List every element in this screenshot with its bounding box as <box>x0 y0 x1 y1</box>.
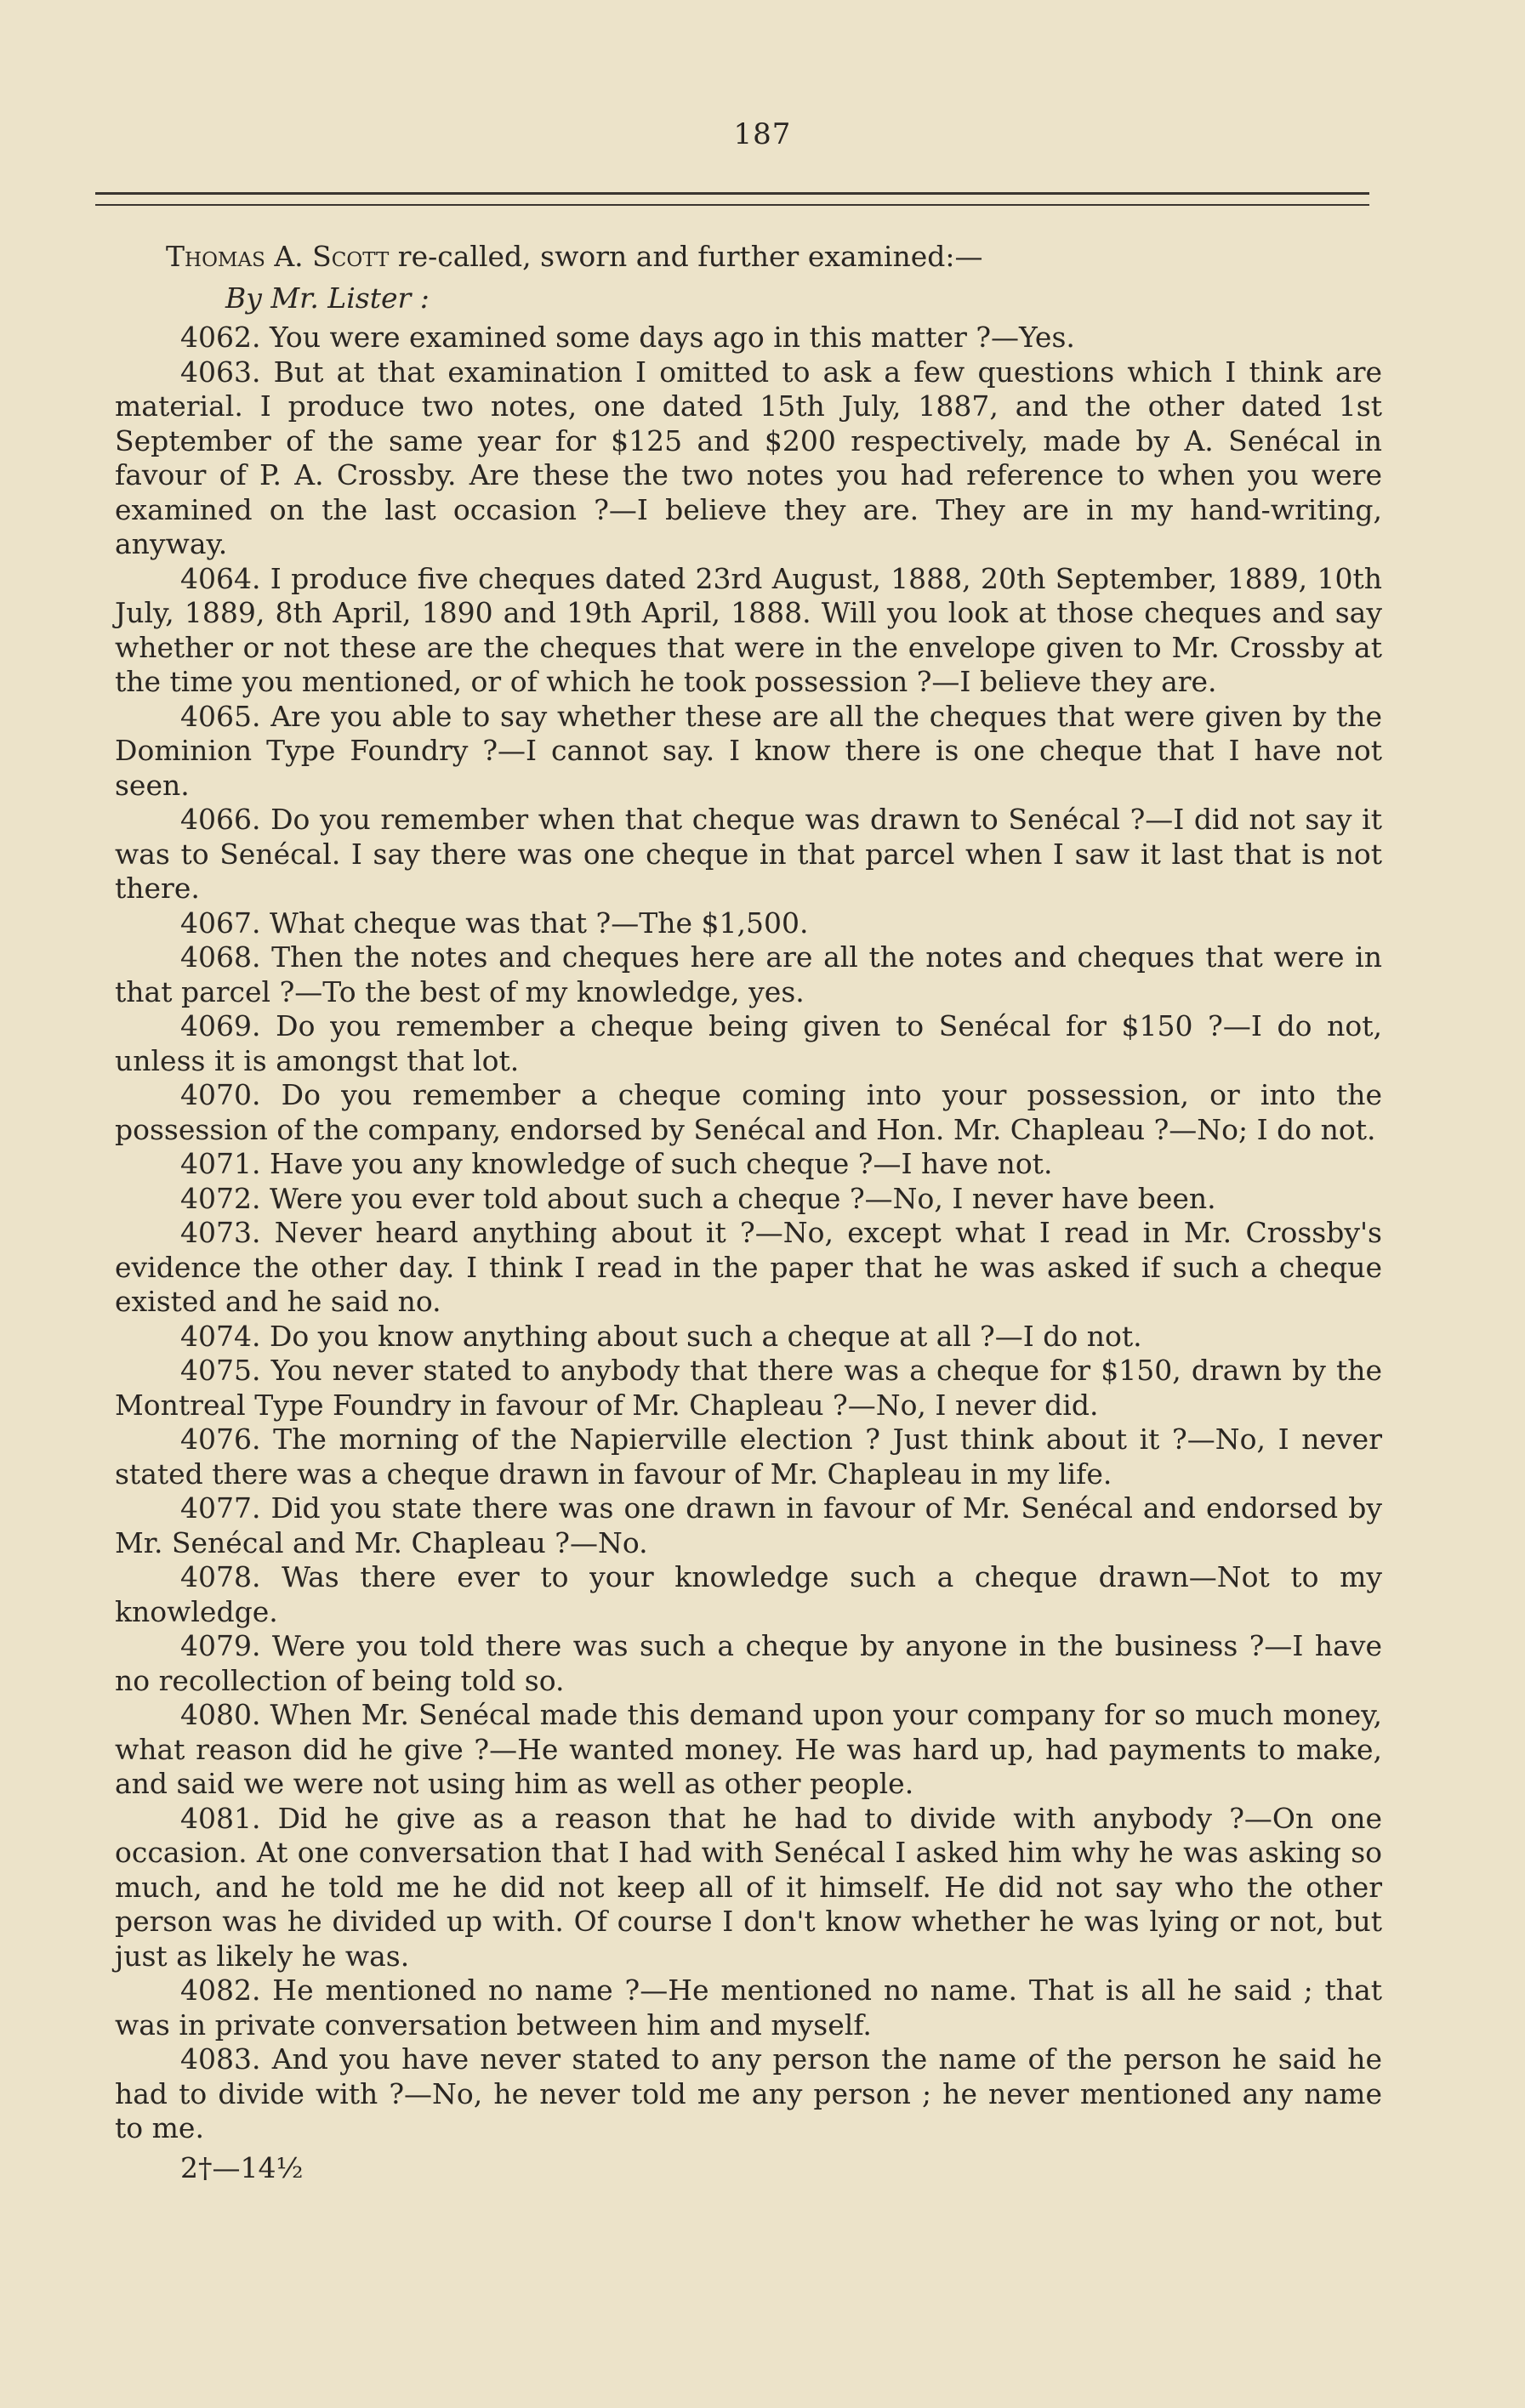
testimony-paragraph: 4064. I produce five cheques dated 23rd August, 1888, 20th September, 1889, 10th July, 1889, 8th April, 1890 and 19th April, 1888. Will you look at those cheques and say whether or not these are the cheques that were in the envelope given to Mr. Crossby at the time you mentioned, or of which he took possession ?—I believe they are. <box>115 561 1382 698</box>
witness-heading-text: re-called, sworn and further examined:— <box>389 240 983 273</box>
testimony-body <box>115 240 1382 2185</box>
testimony-paragraph: 4073. Never heard anything about it ?—No, except what I read in Mr. Crossby's evidence the other day. I think I read in the paper that he was asked if such a cheque existed and he said no. <box>115 1216 1382 1318</box>
testimony-paragraph: 4068. Then the notes and cheques here are all the notes and cheques that were in that parcel ?—To the best of my knowledge, yes. <box>115 940 1382 1008</box>
page-number: 187 <box>733 117 792 151</box>
testimony-paragraph: 4077. Did you state there was one drawn in favour of Mr. Senécal and endorsed by Mr. Senécal and Mr. Chapleau ?—No. <box>115 1491 1382 1559</box>
testimony-paragraph: 4080. When Mr. Senécal made this demand upon your company for so much money, what reason did he give ?—He wanted money. He was hard up, had payments to make, and said we were not using him as well as other people. <box>115 1698 1382 1800</box>
testimony-paragraph: 4071. Have you any knowledge of such cheque ?—I have not. <box>180 1147 1053 1180</box>
testimony-paragraph: 4076. The morning of the Napierville election ? Just think about it ?—No, I never stated there was a cheque drawn in favour of Mr. Chapleau in my life. <box>115 1423 1382 1491</box>
testimony-paragraph: 4078. Was there ever to your knowledge such a cheque drawn—Not to my knowledge. <box>115 1560 1382 1628</box>
testimony-paragraph: 4072. Were you ever told about such a cheque ?—No, I never have been. <box>180 1181 1216 1215</box>
testimony-paragraph: 4081. Did he give as a reason that he had to divide with anybody ?—On one occasion. At one conversation that I had with Senécal I asked him why he was asking so much, and he told me he did not keep all of it himself. He did not say who the other person was he divided up with. Of course I don't know whether he was lying or not, but just as likely he was. <box>115 1801 1382 1973</box>
examiner-line: By Mr. Lister : <box>225 281 430 315</box>
testimony-paragraph: 4074. Do you know anything about such a cheque at all ?—I do not. <box>180 1319 1142 1353</box>
header-rule-top <box>95 192 1369 195</box>
header-rule-bottom <box>95 204 1369 206</box>
question-answer-list <box>115 321 1382 2146</box>
testimony-paragraph: 4075. You never stated to anybody that there was a cheque for $150, drawn by the Montreal Type Foundry in favour of Mr. Chapleau ?—No, I never did. <box>115 1354 1382 1422</box>
signature-mark: 2†—14½ <box>180 2150 304 2184</box>
testimony-paragraph: 4083. And you have never stated to any person the name of the person he said he had to divide with ?—No, he never told me any person ; he never mentioned any name to me. <box>115 2042 1382 2144</box>
testimony-paragraph: 4067. What cheque was that ?—The $1,500. <box>180 906 809 940</box>
testimony-paragraph: 4063. But at that examination I omitted to ask a few questions which I think are material. I produce two notes, one dated 15th July, 1887, and the other dated 1st September of the same year for $125 and $200 respectively, made by A. Senécal in favour of P. A. Crossby. Are these the two notes you had reference to when you were examined on the last occasion ?—I believe they are. They are in my hand-writing, anyway. <box>115 355 1382 560</box>
testimony-paragraph: 4070. Do you remember a cheque coming into your possession, or into the possession of the company, endorsed by Senécal and Hon. Mr. Chapleau ?—No; I do not. <box>115 1078 1382 1146</box>
testimony-paragraph: 4066. Do you remember when that cheque was drawn to Senécal ?—I did not say it was to Senécal. I say there was one cheque in that parcel when I saw it last that is not there. <box>115 803 1382 905</box>
testimony-paragraph: 4065. Are you able to say whether these are all the cheques that were given by the Dominion Type Foundry ?—I cannot say. I know there is one cheque that I have not seen. <box>115 699 1382 802</box>
testimony-paragraph: 4082. He mentioned no name ?—He mentioned no name. That is all he said ; that was in private conversation between him and myself. <box>115 1974 1382 2042</box>
witness-name: Thomas A. Scott <box>166 240 390 273</box>
witness-heading <box>166 240 1382 275</box>
testimony-paragraph: 4079. Were you told there was such a cheque by anyone in the business ?—I have no recollection of being told so. <box>115 1629 1382 1697</box>
testimony-paragraph: 4069. Do you remember a cheque being given to Senécal for $150 ?—I do not, unless it is amongst that lot. <box>115 1009 1382 1077</box>
testimony-paragraph: 4062. You were examined some days ago in this matter ?—Yes. <box>180 321 1075 354</box>
